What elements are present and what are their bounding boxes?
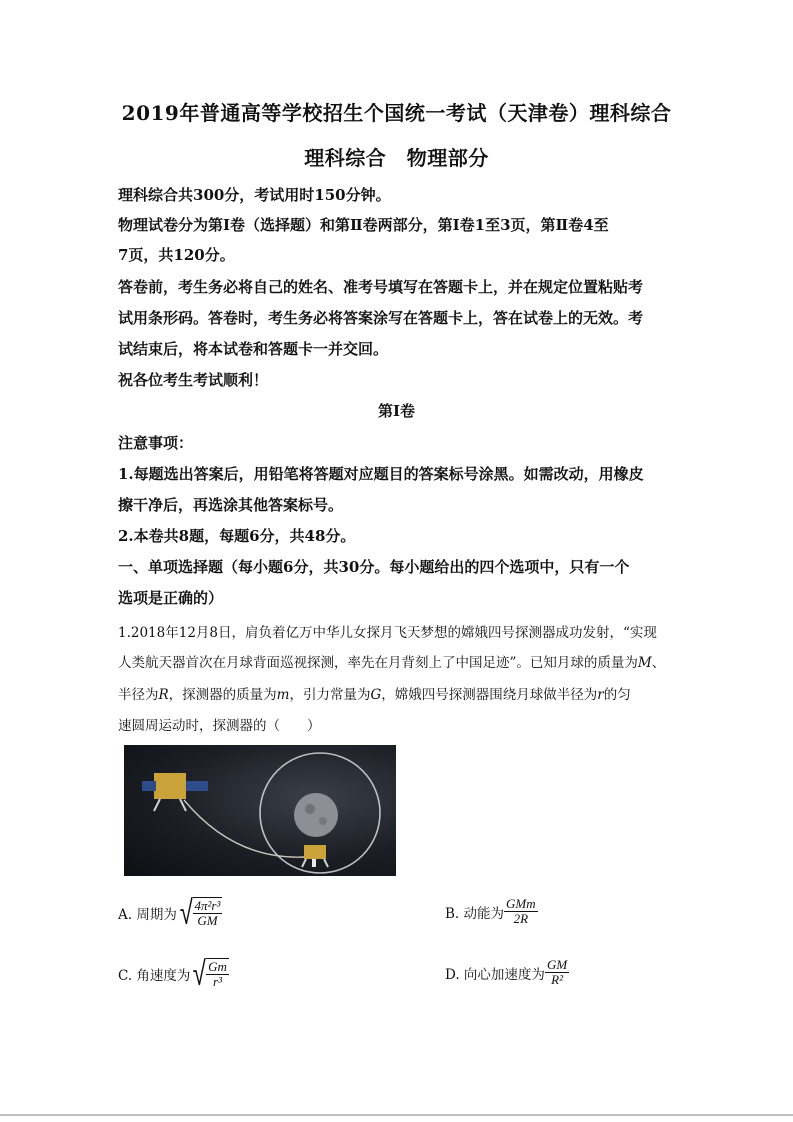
option-b-numerator: GMm [506, 896, 536, 911]
option-d-numerator: GM [546, 957, 568, 972]
section-heading: 第Ⅰ卷 [377, 402, 416, 420]
var-G: G [370, 687, 382, 703]
radical-icon: √ [193, 953, 207, 994]
option-c-numerator: Gm [208, 959, 227, 974]
note-1a: 1.每题选出答案后，用铅笔将答题对应题目的答案标号涂黑。如需改动，用橡皮 [118, 465, 644, 483]
question-line-2-text: 人类航天器首次在月球背面巡视探测，率先在月背刻上了中国足迹”。已知月球的质量为 [118, 655, 638, 671]
var-r: r [597, 687, 604, 703]
option-c-label: C. 角速度为 [118, 967, 191, 984]
option-b-fraction [504, 897, 538, 926]
question-line-2 [118, 651, 665, 671]
radical-icon: √ [179, 892, 193, 933]
question-line-2-end: 、 [651, 655, 666, 671]
q3-b: ，探测器的质量为 [168, 687, 277, 703]
question-line-3 [118, 683, 631, 703]
option-d[interactable] [445, 958, 569, 987]
sqrt-sign-c [190, 953, 228, 994]
page-bottom-divider [0, 1114, 793, 1116]
option-b-label: B. 动能为 [445, 905, 505, 922]
intro-line-3: 7页，共120分。 [118, 246, 235, 264]
option-d-denominator: R² [551, 972, 563, 987]
note-2: 2.本卷共8题，每题6分，共48分。 [118, 527, 356, 545]
intro-line-5: 试用条形码。答卷时，考生务必将答案涂写在答题卡上，答在试卷上的无效。考 [118, 309, 644, 327]
exam-title: 2019年普通高等学校招生个国统一考试（天津卷）理科综合 [121, 101, 672, 125]
var-R: R [158, 687, 169, 703]
option-b[interactable] [445, 897, 538, 926]
option-a-denominator: GM [197, 913, 218, 928]
option-d-label: D. 向心加速度为 [445, 966, 545, 983]
exam-subtitle: 理科综合 物理部分 [304, 146, 489, 170]
part-1-heading-b: 选项是正确的） [118, 589, 224, 607]
change4-probe-illustration [124, 745, 396, 876]
notes-title: 注意事项： [118, 434, 194, 452]
option-d-fraction [545, 958, 569, 987]
probe-moon-graphic [124, 745, 396, 876]
part-1-heading-a: 一、单项选择题（每小题6分，共30分。每小题给出的四个选项中，只有一个 [118, 558, 630, 576]
sqrt-sign-a [177, 892, 223, 933]
question-line-4: 速圆周运动时，探测器的（ ） [118, 718, 321, 734]
option-a-label: A. 周期为 [118, 906, 177, 923]
option-b-denominator: 2R [513, 911, 529, 926]
option-a-numerator: 4π²r³ [194, 898, 221, 913]
q3-d: ，嫦娥四号探测器围绕月球做半径为 [381, 687, 598, 703]
intro-line-4: 答卷前，考生务必将自己的姓名、准考号填写在答题卡上，并在规定位置粘贴考 [118, 278, 644, 296]
q3-e: 的匀 [603, 687, 631, 703]
question-line-1: 1.2018年12月8日，肩负着亿万中华儿女探月飞天梦想的嫦娥四号探测器成功发射，“实现 [118, 625, 657, 641]
intro-line-2: 物理试卷分为第Ⅰ卷（选择题）和第Ⅱ卷两部分，第Ⅰ卷1至3页，第Ⅱ卷4至 [118, 216, 609, 234]
option-a-fraction [193, 897, 223, 928]
q3-a: 半径为 [118, 687, 159, 703]
var-M: M [637, 655, 652, 671]
option-c-denominator: r³ [213, 974, 222, 989]
option-c-fraction [206, 958, 229, 989]
option-c[interactable] [118, 953, 229, 994]
option-a[interactable] [118, 892, 222, 933]
q3-c: ，引力常量为 [289, 687, 371, 703]
intro-line-6: 试结束后，将本试卷和答题卡一并交回。 [118, 340, 389, 358]
var-m: m [276, 687, 290, 703]
note-1b: 擦干净后，再选涂其他答案标号。 [118, 496, 344, 514]
intro-line-1: 理科综合共300分，考试用时150分钟。 [118, 186, 391, 204]
intro-line-7: 祝各位考生考试顺利！ [118, 371, 269, 389]
